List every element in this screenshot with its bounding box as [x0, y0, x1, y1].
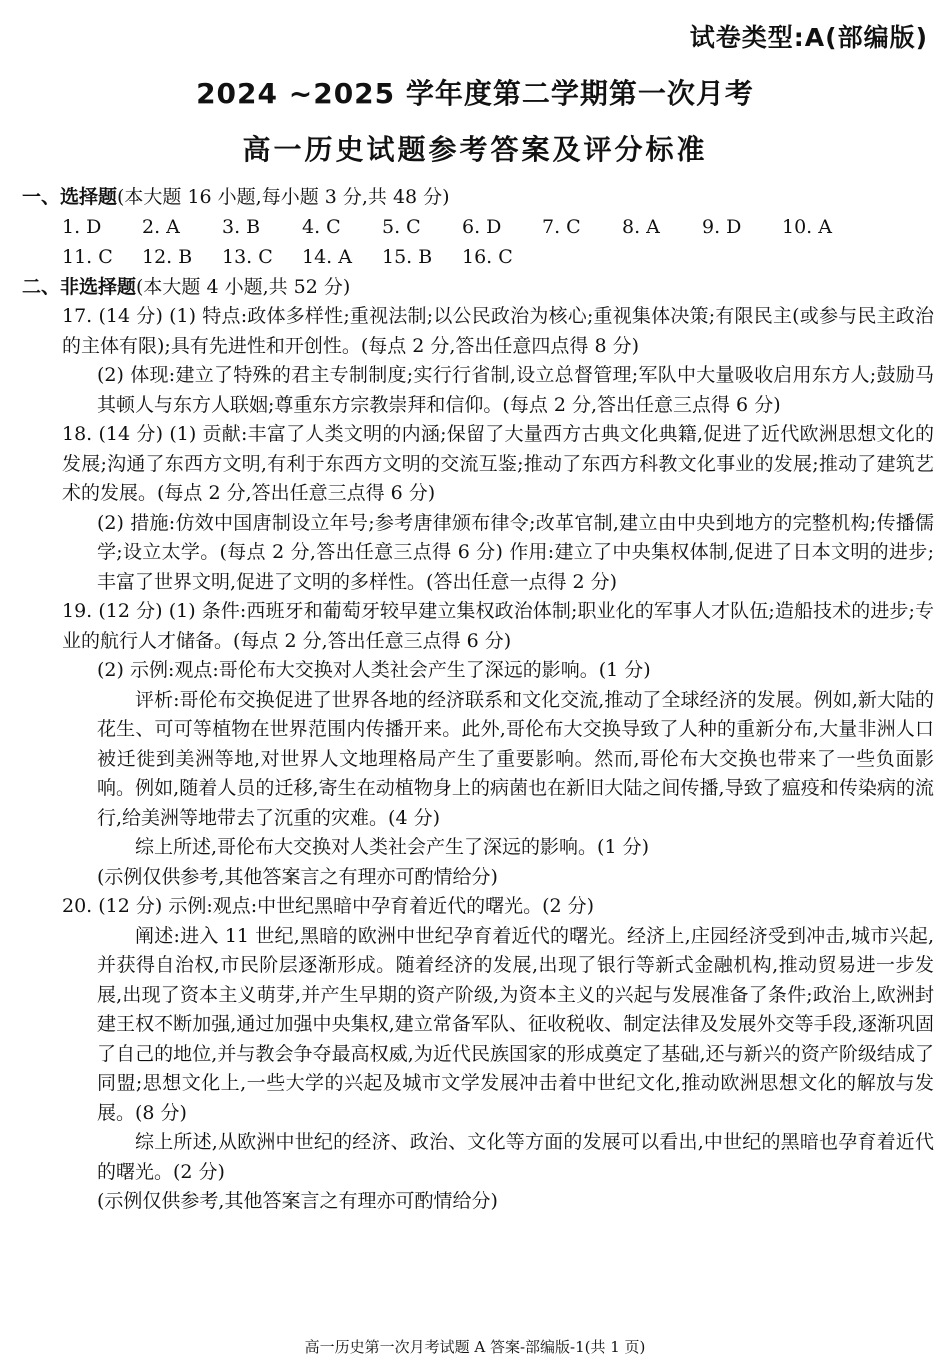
choice-answer: 7. C — [542, 216, 581, 238]
section-essay-note: (本大题 4 小题,共 52 分) — [136, 276, 351, 298]
choice-answer: 2. A — [142, 216, 180, 238]
exam-title: 2024 ~2025 学年度第二学期第一次月考 — [196, 77, 754, 110]
section-choice-heading — [22, 182, 934, 212]
choice-answer: 15. B — [382, 246, 433, 268]
section-choice-note: (本大题 16 小题,每小题 3 分,共 48 分) — [117, 186, 450, 208]
section-essay-label: 二、非选择题 — [22, 276, 137, 298]
q18-part1: 18. (14 分) (1) 贡献:丰富了人类文明的内涵;保留了大量西方古典文化典籍,促进了近代欧洲思想文化的发展;沟通了东西方文明,有利于东西方文明的交流互鉴;推动了东西方科教文化事业的发展;推动了建筑艺术的发展。(每点 2 分,答出任意三点得 6 分) — [62, 423, 934, 504]
choice-answer: 12. B — [142, 246, 193, 268]
choice-answer: 8. A — [622, 216, 660, 238]
choice-answer: 9. D — [702, 216, 742, 238]
q20-conclusion: 综上所述,从欧洲中世纪的经济、政治、文化等方面的发展可以看出,中世纪的黑暗也孕育着近代的曙光。(2 分) — [97, 1131, 934, 1183]
choice-answer: 5. C — [382, 216, 421, 238]
choice-answer: 3. B — [222, 216, 261, 238]
section-choice-label: 一、选择题 — [22, 186, 118, 208]
q19-part1: 19. (12 分) (1) 条件:西班牙和葡萄牙较早建立集权政治体制;职业化的军事人才队伍;造船技术的进步;专业的航行人才储备。(每点 2 分,答出任意三点得 6 分) — [62, 600, 934, 652]
q19-note: (示例仅供参考,其他答案言之有理亦可酌情给分) — [97, 865, 498, 888]
section-essay-heading — [22, 272, 934, 302]
choice-answer: 14. A — [302, 246, 352, 268]
q20-explanation: 阐述:进入 11 世纪,黑暗的欧洲中世纪孕育着近代的曙光。经济上,庄园经济受到冲击,城市兴起,并获得自治权,市民阶层逐渐形成。随着经济的发展,出现了银行等新式金融机构,推动贸易进一步发展,出现了资本主义萌芽,并产生早期的资产阶级,为资本主义的兴起与发展准备了条件;政治上,欧洲封建王权不断加强,通过加强中央集权,建立常备军队、征收税收、制定法律及发展外交等手段,逐渐巩固了自己的地位,并与教会争夺最高权威,为近代民族国家的形成奠定了基础,还与新兴的资产阶级结成了同盟;思想文化上,一些大学的兴起及城市文学发展冲击着中世纪文化,推动欧洲思想文化的解放与发展。(8 分) — [97, 924, 934, 1124]
q17-part1: 17. (14 分) (1) 特点:政体多样性;重视法制;以公民政治为核心;重视集体决策;有限民主(或参与民主政治的主体有限);具有先进性和开创性。(每点 2 分,答出任意四点得 8 分) — [62, 305, 934, 357]
paper-type-label: 试卷类型:A(部编版) — [689, 23, 928, 52]
choice-answer: 4. C — [302, 216, 341, 238]
q19-part2: (2) 示例:观点:哥伦布大交换对人类社会产生了深远的影响。(1 分) — [97, 659, 651, 681]
answer-content — [22, 182, 934, 1217]
q19-analysis: 评析:哥伦布交换促进了世界各地的经济联系和文化交流,推动了全球经济的发展。例如,新大陆的花生、可可等植物在世界范围内传播开来。此外,哥伦布大交换导致了人种的重新分布,大量非洲人口被迁徙到美洲等地,对世界人文地理格局产生了重要影响。然而,哥伦布大交换也带来了一些负面影响。例如,随着人员的迁移,寄生在动植物身上的病菌也在新旧大陆之间传播,导致了瘟疫和传染病的流行,给美洲等地带去了沉重的灾难。(4 分) — [97, 688, 934, 829]
q17-part2: (2) 体现:建立了特殊的君主专制制度;实行行省制,设立总督管理;军队中大量吸收启用东方人;鼓励马其顿人与东方人联姻;尊重东方宗教崇拜和信仰。(每点 2 分,答出任意三点得 6 分) — [97, 364, 934, 416]
choice-answer: 13. C — [222, 246, 273, 268]
q18-part2: (2) 措施:仿效中国唐制设立年号;参考唐律颁布律令;改革官制,建立由中央到地方的完整机构;传播儒学;设立太学。(每点 2 分,答出任意三点得 6 分) 作用:建立了中央集权体制,促进了日本文明的进步;丰富了世界文明,促进了文明的多样性。(答出任意一点得 2 分) — [97, 511, 934, 593]
choice-answer: 11. C — [62, 246, 113, 268]
exam-subtitle: 高一历史试题参考答案及评分标准 — [242, 133, 708, 166]
choice-answer: 6. D — [462, 216, 502, 238]
choice-answers-row-1 — [22, 212, 934, 242]
choice-answer: 1. D — [62, 216, 102, 238]
q19-conclusion: 综上所述,哥伦布大交换对人类社会产生了深远的影响。(1 分) — [135, 836, 649, 858]
q20-part1: 20. (12 分) 示例:观点:中世纪黑暗中孕育着近代的曙光。(2 分) — [62, 895, 595, 917]
choice-answers-row-2 — [22, 242, 934, 272]
choice-answer: 10. A — [782, 216, 832, 238]
q20-note: (示例仅供参考,其他答案言之有理亦可酌情给分) — [97, 1190, 498, 1212]
choice-answer: 16. C — [462, 246, 513, 268]
page-footer: 高一历史第一次月考试题 A 答案-部编版-1(共 1 页) — [304, 1338, 646, 1356]
